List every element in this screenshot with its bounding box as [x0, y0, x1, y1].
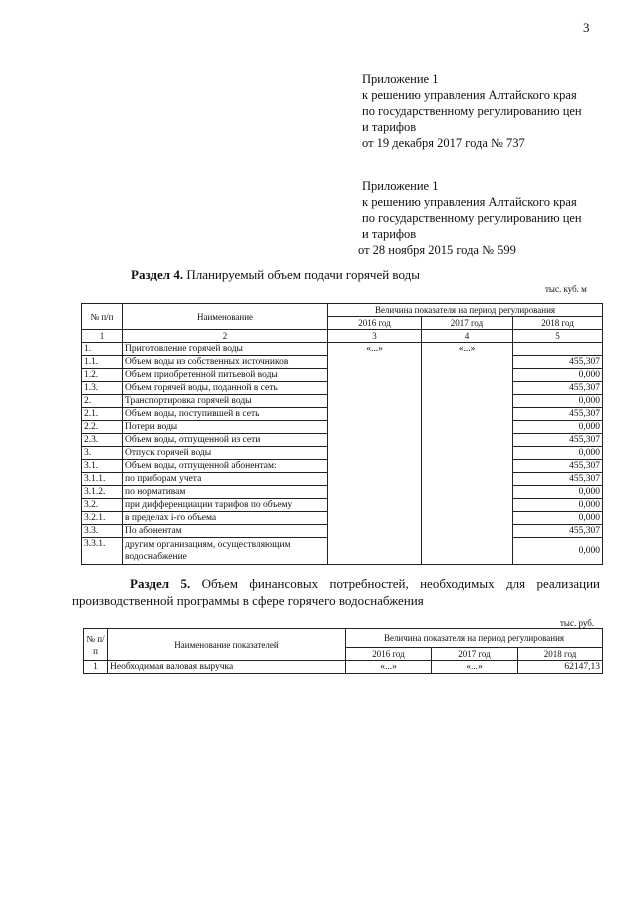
- appendix-line: Приложение 1: [362, 179, 439, 193]
- row-num: 3.: [82, 447, 123, 460]
- section4-title-bold: Раздел 4.: [131, 267, 184, 282]
- row-num: 2.: [82, 395, 123, 408]
- row-name: Объем горячей воды, поданной в сеть: [123, 382, 328, 395]
- row-2018: 455,307: [513, 356, 603, 369]
- row-name: Объем воды из собственных источников: [123, 356, 328, 369]
- row-2018: 455,307: [513, 460, 603, 473]
- header-num: № п/п: [82, 304, 123, 330]
- row-2018: 455,307: [513, 525, 603, 538]
- appendix-line: и тарифов: [362, 227, 417, 241]
- row-2018: 455,307: [513, 382, 603, 395]
- row-num: 3.3.1.: [82, 538, 123, 565]
- row-2018: 455,307: [513, 434, 603, 447]
- row-2016: «...»: [346, 661, 432, 674]
- row-num: 2.3.: [82, 434, 123, 447]
- row-num: 2.1.: [82, 408, 123, 421]
- section4-title-text: Планируемый объем подачи горячей воды: [183, 267, 420, 282]
- col-number: 1: [82, 330, 123, 343]
- row-2018: 455,307: [513, 473, 603, 486]
- row-name: Необходимая валовая выручка: [108, 661, 346, 674]
- row-2018: 0,000: [513, 421, 603, 434]
- row-name: Потери воды: [123, 421, 328, 434]
- appendix-line: от 19 декабря 2017 года № 737: [362, 136, 525, 150]
- row-2018: 0,000: [513, 369, 603, 382]
- row-name: при дифференциации тарифов по объему: [123, 499, 328, 512]
- row-num: 1.: [82, 343, 123, 356]
- col-number: 2: [123, 330, 328, 343]
- row-2017: «...»: [432, 661, 518, 674]
- row-name: Объем воды, отпущенной из сети: [123, 434, 328, 447]
- row-num: 3.1.2.: [82, 486, 123, 499]
- row-num: 3.3.: [82, 525, 123, 538]
- row-2018: 0,000: [513, 499, 603, 512]
- row-name: по нормативам: [123, 486, 328, 499]
- section5-title-bold: Раздел 5.: [130, 576, 191, 591]
- col-number: 4: [422, 330, 513, 343]
- row-2018: 0,000: [513, 447, 603, 460]
- row-2018: [513, 343, 603, 356]
- header-2018: 2018 год: [518, 648, 603, 661]
- appendix-line: от 28 ноября 2015 года № 599: [358, 243, 516, 257]
- row-num: 3.2.1.: [82, 512, 123, 525]
- appendix-line: Приложение 1: [362, 72, 439, 86]
- row-num: 1.1.: [82, 356, 123, 369]
- row-name: Транспортировка горячей воды: [123, 395, 328, 408]
- header-2017: 2017 год: [422, 317, 513, 330]
- section4-rows: [82, 343, 603, 565]
- table-row: [84, 661, 603, 674]
- header-num: № п/п: [84, 629, 108, 661]
- row-2018: 455,307: [513, 408, 603, 421]
- row-name: Объем воды, отпущенной абонентам:: [123, 460, 328, 473]
- header-period: Величина показателя на период регулирования: [346, 629, 603, 648]
- row-2018: 62147,13: [518, 661, 603, 674]
- row-num: 1.2.: [82, 369, 123, 382]
- header-name: Наименование показателей: [108, 629, 346, 661]
- appendix-line: по государственному регулированию цен: [362, 104, 582, 118]
- row-num: 3.1.1.: [82, 473, 123, 486]
- row-2018: 0,000: [513, 538, 603, 565]
- row-name: другим организациям, осуществляющим водоснабжение: [123, 538, 328, 565]
- section5-title-text: Объем финансовых потребностей, необходимых для реализации производственной программы в сфере горячего водоснабжения: [72, 576, 600, 608]
- col-number: 3: [328, 330, 422, 343]
- header-2018: 2018 год: [513, 317, 603, 330]
- page-number: 3: [583, 20, 590, 35]
- row-num: 3.1.: [82, 460, 123, 473]
- appendix-current: [362, 71, 582, 151]
- header-2017: 2017 год: [432, 648, 518, 661]
- header-period: Величина показателя на период регулирования: [328, 304, 603, 317]
- appendix-previous: [358, 178, 582, 258]
- section4-unit: тыс. куб. м: [545, 284, 587, 294]
- col-number: 5: [513, 330, 603, 343]
- row-num: 2.2.: [82, 421, 123, 434]
- row-2018: 0,000: [513, 486, 603, 499]
- row-2018: 0,000: [513, 395, 603, 408]
- row-num: 3.2.: [82, 499, 123, 512]
- row-name: Объем воды, поступившей в сеть: [123, 408, 328, 421]
- row-name: Приготовление горячей воды: [123, 343, 328, 356]
- row-name: в пределах i-го объема: [123, 512, 328, 525]
- row-num: 1.3.: [82, 382, 123, 395]
- section4-title: [131, 267, 420, 283]
- table-row: [82, 343, 603, 356]
- section5-title: [72, 575, 600, 609]
- header-name: Наименование: [123, 304, 328, 330]
- value-2017: «...»: [422, 343, 513, 565]
- header-2016: 2016 год: [328, 317, 422, 330]
- appendix-line: к решению управления Алтайского края: [362, 195, 577, 209]
- appendix-line: по государственному регулированию цен: [362, 211, 582, 225]
- section5-table: [83, 628, 603, 674]
- appendix-line: к решению управления Алтайского края: [362, 88, 577, 102]
- row-num: 1: [84, 661, 108, 674]
- appendix-line: и тарифов: [362, 120, 417, 134]
- row-name: по приборам учета: [123, 473, 328, 486]
- row-name: Объем приобретенной питьевой воды: [123, 369, 328, 382]
- value-2016: «...»: [328, 343, 422, 565]
- row-name: По абонентам: [123, 525, 328, 538]
- section5-unit: тыс. руб.: [560, 618, 595, 628]
- header-2016: 2016 год: [346, 648, 432, 661]
- row-name: Отпуск горячей воды: [123, 447, 328, 460]
- row-2018: 0,000: [513, 512, 603, 525]
- section4-table: [81, 303, 603, 565]
